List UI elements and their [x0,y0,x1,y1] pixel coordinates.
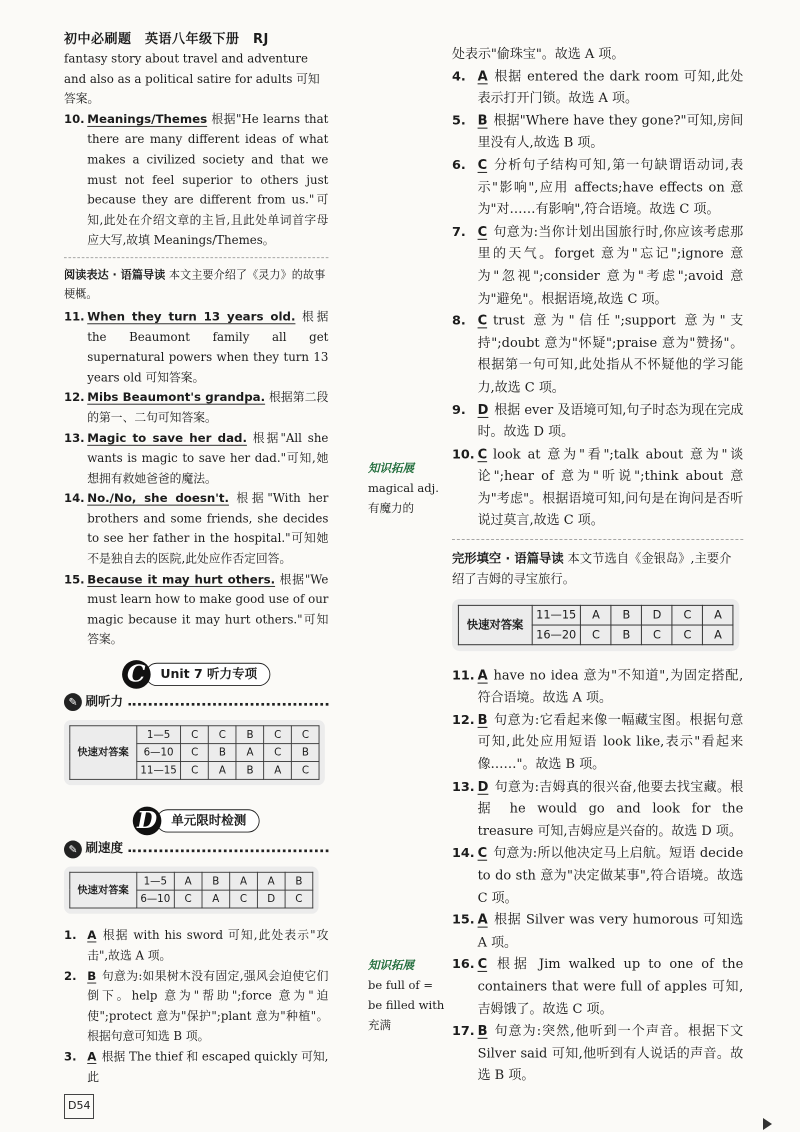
next-page-arrow-icon [763,1118,772,1130]
item-answer: B [477,1024,488,1039]
item-explanation: look at 意为"看";talk about 意为"谈论";hear of 意为"听说";think about 意为"考虑"。根据语境可知,问句是在询问是否听说过莫言,故选 C 项。 [477,447,744,529]
answer-item [64,429,328,490]
listening-table-box [64,720,325,785]
section-badge-icon: D [133,807,162,836]
answer-cell: C [292,725,320,743]
answer-cell: C [264,743,292,761]
item-3-continuation: 处表示"偷珠宝"。故选 A 项。 [452,46,625,62]
item-number: 15. [452,913,475,928]
page-number: D54 [64,1094,94,1119]
cloze-guide [452,548,743,589]
test-banner [64,807,328,836]
answer-cell: B [236,761,264,779]
answer-item [64,967,328,1048]
item-answer: A [477,69,488,84]
answer-cell: B [292,743,320,761]
answer-cell: A [257,872,285,890]
banner-title: Unit 7 听力专项 [145,663,270,686]
item-number: 11. [64,310,85,325]
answer-cell: B [209,743,237,761]
pen-icon: ✎ [64,840,82,858]
reading-answers [64,308,328,651]
item-number: 10. [452,447,475,462]
note-tag: 知识拓展 [368,958,414,972]
guide-text: 本文节选自《金银岛》,主要介绍了吉姆的寻宝旅行。 [452,550,732,587]
running-header: 初中必刷题 英语八年级下册 RJ [64,32,269,47]
answer-item [64,490,328,571]
item-number: 11. [452,668,475,684]
item-explanation: 根据 Silver was very humorous 可知选 A 项。 [477,913,744,951]
side-note-full-of [368,955,446,1035]
guide-title: 完形填空 · 语篇导读 [452,550,564,566]
item-number: 8. [452,313,466,329]
item-number: 17. [452,1024,475,1039]
item-answer: Mibs Beaumont's grandpa. [87,391,266,405]
answer-item [452,710,743,777]
answer-cell: D [642,605,673,625]
item-number: 10. [64,113,85,127]
speed-subheader [64,839,328,859]
answer-cell: A [581,605,612,625]
answer-item [64,927,328,967]
answer-cell: C [174,890,202,908]
listening-answer-table [69,725,319,779]
item-explanation: 句意为:突然,他听到一个声音。根据下文 Silver said 可知,他听到有人说话的声音。故选 B 项。 [477,1024,744,1084]
item-explanation: 根据"With her brothers and some friends, she decides to see her father in the hospital."可知她不是独自去的医院,此处应作否定回答。 [87,492,329,567]
answer-item [64,1048,328,1088]
answer-item [452,955,743,1022]
cloze-answer-table [458,605,734,645]
answer-cell: A [230,872,258,890]
answer-cell: C [642,625,673,645]
item-explanation: 根据"Where have they gone?"可知,房间里没有人,故选 B 项。 [477,113,744,151]
item-number: 16. [452,957,475,973]
item-9-continuation: fantasy story about travel and adventure and also as a political satire for adults 可知答案。 [64,52,320,107]
item-explanation: 根据"We must learn how to make good use of our magic because it may hurt others."可知答案。 [87,573,329,648]
subheader-title: 刷速度 [85,841,123,856]
item-number: 9. [452,402,466,418]
answer-item [452,666,743,710]
guide-text: 本文主要介绍了《灵力》的故事梗概。 [64,267,326,301]
item-answer: A [87,929,97,943]
answer-cell: A [264,761,292,779]
answer-cell: D [257,890,285,908]
answer-cell: B [202,872,230,890]
answer-cell: A [209,761,237,779]
range-cell: 16—20 [532,625,581,645]
item-explanation: 分析句子结构可知,第一句缺谓语动词,表示"影响",应用 affects;have effects on 意为"对……有影响",符合语境。故选 C 项。 [477,158,744,218]
answer-cell: C [209,725,237,743]
item-number: 4. [452,69,466,84]
item-explanation: trust 意为"信任";support 意为"支持";doubt 意为"怀疑";praise 意为"赞扬"。根据第一句可知,此处指从不怀疑他的学习能力,故选 C 项。 [477,313,744,396]
note-text: magical adj. 有魔力的 [368,481,439,515]
item-explanation: 根据 The thief 和 escaped quickly 可知,此 [87,1050,329,1085]
item-explanation: have no idea 意为"不知道",为固定搭配,符合语境。故选 A 项。 [477,668,744,706]
item-explanation: 根据 entered the dark room 可知,此处表示打开门锁。故选 A 项。 [477,69,744,107]
item-number: 3. [64,1050,77,1064]
item-explanation: 句意为:如果树木没有固定,强风会迫使它们倒下。help 意为"帮助";force 意为"迫使";protect 意为"保护";plant 意为"种植"。根据句意可知选 B 项。 [87,969,329,1044]
item-answer: B [477,712,488,728]
item-explanation: 根据 Jim walked up to one of the containers that were full of apples 可知,吉姆饿了。故选 C 项。 [477,957,744,1017]
answer-item [452,843,743,910]
cloze-answers-part1 [452,66,743,533]
item-answer: D [477,779,489,795]
item-number: 13. [64,431,85,446]
item-explanation: 句意为:它看起来像一幅藏宝图。根据句意可知,此处应用短语 look like,表示"看起来像……"。故选 B 项。 [477,712,744,773]
pen-icon: ✎ [64,693,82,711]
answer-row [70,725,319,743]
answer-cell: A [703,605,734,625]
item-answer: C [477,447,488,462]
answer-item [452,1021,743,1088]
guide-title: 阅读表达 · 语篇导读 [64,267,166,282]
answer-row [458,605,733,625]
note-tag: 知识拓展 [368,461,414,475]
table-label: 快速对答案 [458,605,531,644]
item-answer: B [87,969,97,984]
item-explanation: 句意为:当你计划出国旅行时,你应该考虑那里的天气。forget 意为"忘记";ignore 意为"忽视";consider 意为"考虑";avoid 意为"避免"。根据语境,故选 C 项。 [477,224,744,307]
item-explanation: 根据 the Beaumont family all get supernatural powers when they turn 13 years old 可知答案。 [87,310,329,385]
item-number: 6. [452,158,466,173]
answer-cell: C [181,725,209,743]
range-cell: 1—5 [136,725,180,743]
right-column [452,44,743,1088]
item-answer: C [477,313,488,329]
item-answer: A [87,1050,97,1064]
range-cell: 11—15 [532,605,581,625]
answer-cell: B [285,872,313,890]
answer-item [452,155,743,222]
answer-item [452,910,743,954]
reading-guide [64,265,328,303]
cloze-answers-part2 [452,666,743,1088]
unit-banner [64,660,328,689]
item-explanation: 根据"He learns that there are many different ideas of what makes a civilized society and that we must not feel superior to others just because they are different from us."可知,此处在介绍文章的主旨,且此处单词首字母应大写,故填 Meanings/Themes。 [87,113,329,248]
item-answer: B [477,113,488,129]
table-label: 快速对答案 [70,725,137,779]
item-number: 5. [452,113,466,129]
answer-cell: B [236,725,264,743]
answer-item [64,308,328,389]
speed-answer-table [69,872,313,909]
item-answer: Meanings/Themes [87,113,208,127]
range-cell: 6—10 [136,743,180,761]
banner-title: 单元限时检测 [156,809,260,832]
answer-cell: C [181,743,209,761]
range-cell: 11—15 [136,761,180,779]
item-answer: A [477,913,488,928]
item-answer: C [477,957,488,973]
item-number: 12. [452,712,475,728]
cloze-table-box [452,599,740,651]
item-explanation: 根据第二段的第一、二句可知答案。 [87,391,329,426]
dotted-rule [128,850,328,853]
answer-cell: A [202,890,230,908]
section-badge-icon: C [122,660,151,689]
item-answer: Magic to save her dad. [87,431,247,446]
item-explanation: 根据 with his sword 可知,此处表示"攻击",故选 A 项。 [87,929,329,963]
note-text: be full of = be filled with 充满 [368,978,445,1032]
side-note-magical [368,458,446,518]
divider [64,257,328,258]
answer-cell: C [285,890,313,908]
item-number: 13. [452,779,475,795]
answer-item [452,777,743,844]
left-column [64,50,328,1088]
divider [452,539,743,540]
item-answer: A [477,668,488,684]
test-answers [64,927,328,1088]
answer-cell: B [611,605,642,625]
answer-item [452,111,743,155]
item-answer: When they turn 13 years old. [87,310,296,325]
item-number: 7. [452,224,466,240]
answer-cell: C [181,761,209,779]
subheader-title: 刷听力 [85,694,123,710]
table-label: 快速对答案 [70,872,137,908]
item-answer: Because it may hurt others. [87,573,276,587]
answer-item [452,400,743,444]
speed-table-box [64,866,319,913]
item-number: 1. [64,929,77,943]
answer-item [64,389,328,429]
answer-cell: C [672,625,703,645]
listening-subheader [64,692,328,712]
item-answer: No./No, she doesn't. [87,492,229,506]
item-explanation: 句意为:吉姆真的很兴奋,他要去找宝藏。根据 he would go and look for the treasure 可知,吉姆应是兴奋的。故选 D 项。 [477,779,744,839]
item-answer: D [477,402,489,418]
item-explanation: 根据"All she wants is magic to save her dad."可知,她想拥有救她爸爸的魔法。 [87,431,329,486]
answer-item [452,444,743,533]
answer-item [452,311,743,400]
item-explanation: 句意为:所以他决定马上启航。短语 decide to do sth 意为"决定做某事",符合语境。故选 C 项。 [477,846,744,906]
answer-cell: B [611,625,642,645]
item-number: 12. [64,391,85,405]
answer-cell: C [292,761,320,779]
answer-cell: A [703,625,734,645]
answer-cell: C [672,605,703,625]
answer-cell: C [230,890,258,908]
item-answer: C [477,224,488,240]
item-answer: C [477,158,488,173]
answer-cell: A [236,743,264,761]
item-10 [64,111,328,252]
item-number: 2. [64,969,77,984]
item-number: 14. [452,846,475,862]
answer-cell: C [581,625,612,645]
answer-item [452,222,743,311]
item-number: 14. [64,492,85,506]
dotted-rule [128,703,328,706]
answer-item [452,66,743,110]
item-answer: C [477,846,488,862]
answer-row [70,872,313,890]
item-number: 15. [64,573,85,587]
range-cell: 6—10 [136,890,174,908]
range-cell: 1—5 [136,872,174,890]
item-explanation: 根据 ever 及语境可知,句子时态为现在完成时。故选 D 项。 [477,402,744,440]
answer-cell: C [264,725,292,743]
answer-item [64,570,328,651]
answer-cell: A [174,872,202,890]
